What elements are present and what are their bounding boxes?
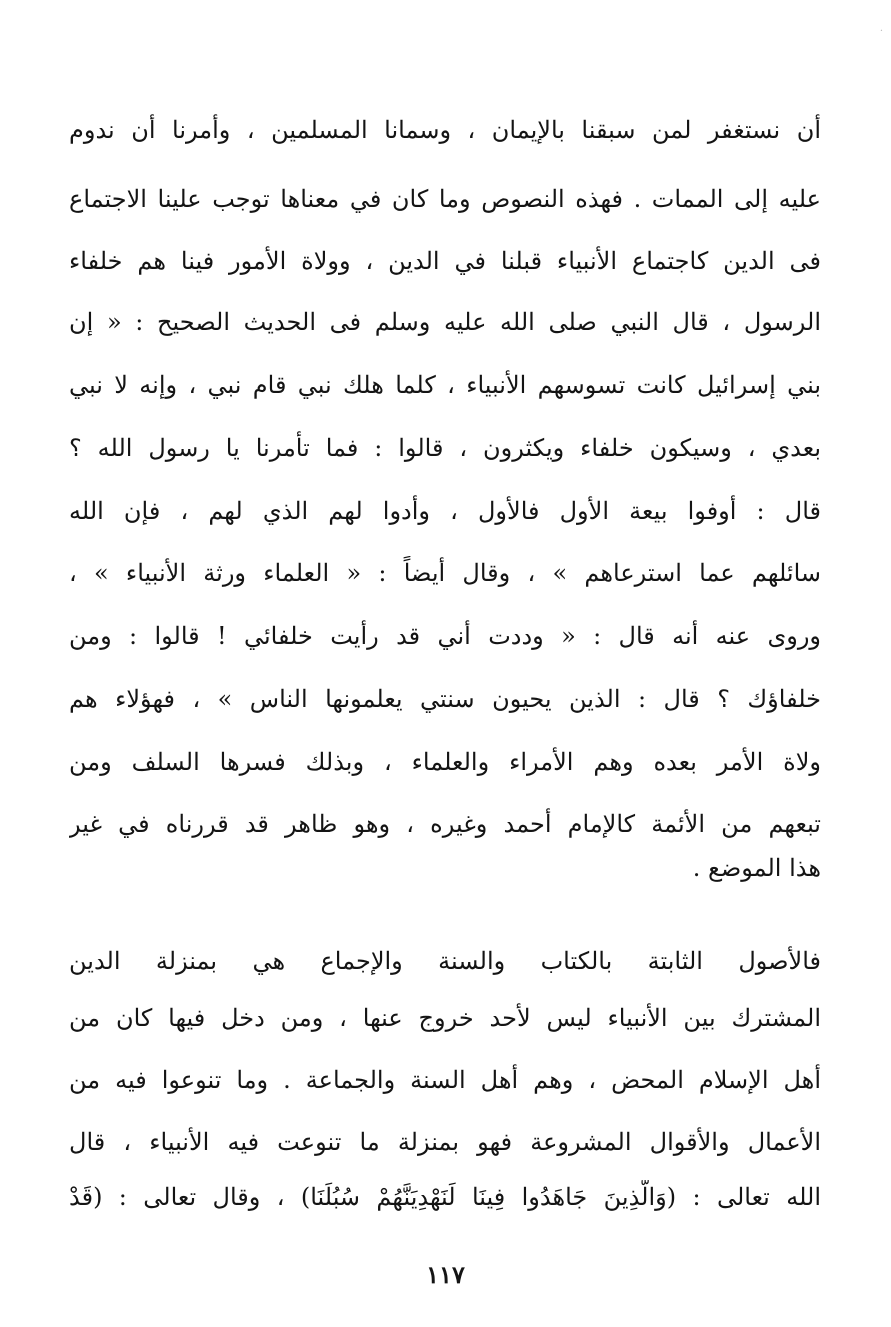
text-line: فى الدين كاجتماع الأنبياء قبلنا في الدين ، وولاة الأمور فينا هم خلفاء [69, 247, 821, 275]
text-line: بعدي ، وسيكون خلفاء ويكثرون ، قالوا : فما تأمرنا يا رسول الله ؟ [69, 434, 821, 462]
text-line: ولاة الأمر بعده وهم الأمراء والعلماء ، وبذلك فسرها السلف ومن [69, 748, 821, 776]
text-line: تبعهم من الأئمة كالإمام أحمد وغيره ، وهو ظاهر قد قررناه في غير [69, 810, 821, 838]
text-line: الرسول ، قال النبي صلى الله عليه وسلم فى الحديث الصحيح : « إن [69, 308, 821, 336]
text-line: أن نستغفر لمن سبقنا بالإيمان ، وسمانا المسلمين ، وأمرنا أن ندوم [69, 116, 821, 144]
scan-mark: · [879, 26, 883, 37]
text-line: فالأصول الثابتة بالكتاب والسنة والإجماع هي بمنزلة الدين [69, 947, 821, 975]
text-line: المشترك بين الأنبياء ليس لأحد خروج عنها ، ومن دخل فيها كان من [69, 1004, 821, 1032]
text-line: الأعمال والأقوال المشروعة فهو بمنزلة ما تنوعت فيه الأنبياء ، قال [69, 1128, 821, 1156]
text-line: خلفاؤك ؟ قال : الذين يحيون سنتي يعلمونها الناس » ، فهؤلاء هم [69, 685, 821, 713]
page-number: ١١٧ [426, 1260, 465, 1289]
text-line: الله تعالى : (وَالَّذِينَ جَاهَدُوا فِينَا لَنَهْدِيَنَّهُمْ سُبُلَنَا) ، وقال تعالى : (قَدْ [69, 1183, 821, 1211]
text-line: أهل الإسلام المحض ، وهم أهل السنة والجماعة . وما تنوعوا فيه من [69, 1066, 821, 1094]
text-line: عليه إلى الممات . فهذه النصوص وما كان في معناها توجب علينا الاجتماع [69, 185, 821, 213]
text-line-last: هذا الموضع . [692, 854, 821, 882]
text-line: سائلهم عما استرعاهم » ، وقال أيضاً : « العلماء ورثة الأنبياء » ، [69, 559, 821, 587]
text-line: بني إسرائيل كانت تسوسهم الأنبياء ، كلما هلك نبي قام نبي ، وإنه لا نبي [69, 371, 821, 399]
text-line: قال : أوفوا بيعة الأول فالأول ، وأدوا لهم الذي لهم ، فإن الله [69, 497, 821, 525]
text-line: وروى عنه أنه قال : « وددت أني قد رأيت خلفائي ! قالوا : ومن [69, 622, 821, 650]
